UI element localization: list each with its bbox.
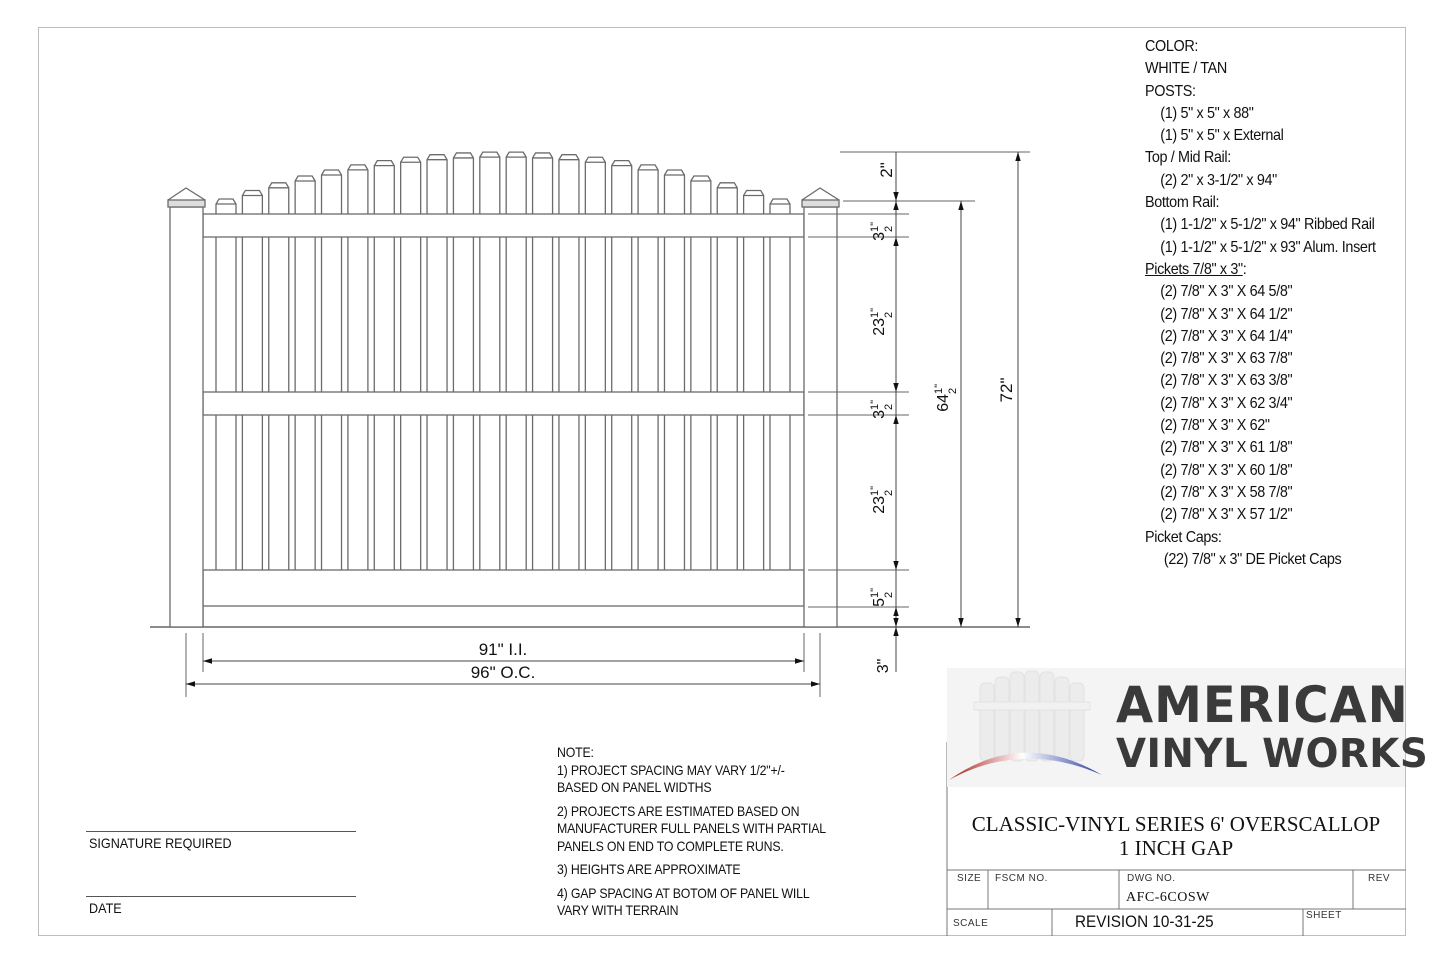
picket-item: (2) 7/8" X 3" X 64 5/8" bbox=[1160, 283, 1293, 301]
rev-label: REV bbox=[1368, 873, 1391, 884]
dim-top-rail bbox=[869, 222, 895, 241]
picket-item: (2) 7/8" X 3" X 57 1/2" bbox=[1160, 506, 1293, 524]
dwg-no-value: AFC-6COSW bbox=[1126, 890, 1210, 905]
svg-text:1": 1" bbox=[869, 485, 881, 496]
svg-text:2: 2 bbox=[883, 489, 895, 496]
svg-text:2: 2 bbox=[883, 311, 895, 318]
dim-ground-gap: 3" bbox=[875, 658, 892, 674]
svg-text:1": 1" bbox=[869, 221, 881, 232]
picket-item: (2) 7/8" X 3" X 63 7/8" bbox=[1160, 350, 1293, 368]
svg-text:23: 23 bbox=[871, 318, 888, 336]
dim-panel-height bbox=[933, 384, 959, 412]
dim-upper-section bbox=[869, 308, 895, 336]
note-2-line-1: 2) PROJECTS ARE ESTIMATED BASED ON bbox=[557, 802, 800, 819]
picket-item: (2) 7/8" X 3" X 60 1/8" bbox=[1160, 461, 1293, 479]
picket-caps-item: (22) 7/8" x 3" DE Picket Caps bbox=[1163, 550, 1342, 568]
picket-caps-label: Picket Caps: bbox=[1145, 528, 1222, 546]
dim-inside-width: 91" I.I. bbox=[478, 640, 528, 659]
logo-line-2: VINYL WORKS bbox=[1116, 731, 1429, 777]
scale-label: SCALE bbox=[953, 918, 989, 929]
bottom-rail-label: Bottom Rail: bbox=[1145, 194, 1220, 212]
note-1-line-1: 1) PROJECT SPACING MAY VARY 1/2"+/- bbox=[557, 761, 785, 778]
top-mid-rail-item: (2) 2" x 3-1/2" x 94" bbox=[1160, 171, 1277, 189]
svg-text:23: 23 bbox=[871, 496, 888, 514]
note-4-line-1: 4) GAP SPACING AT BOTOM OF PANEL WILL bbox=[557, 884, 810, 901]
post-item: (1) 5" x 5" x External bbox=[1160, 127, 1284, 145]
drawing-title-line-2: 1 INCH GAP bbox=[1118, 836, 1234, 860]
note-3: 3) HEIGHTS ARE APPROXIMATE bbox=[557, 861, 741, 877]
svg-text:1": 1" bbox=[869, 307, 881, 318]
note-4-line-2: VARY WITH TERRAIN bbox=[557, 902, 679, 918]
note-2-line-3: PANELS ON END TO COMPLETE RUNS. bbox=[557, 837, 784, 854]
post-item: (1) 5" x 5" x 88" bbox=[1160, 104, 1254, 122]
mid-rail bbox=[203, 392, 804, 415]
svg-text:3: 3 bbox=[871, 410, 888, 419]
picket bbox=[295, 176, 315, 606]
drawing-title-line-1: CLASSIC-VINYL SERIES 6' OVERSCALLOP bbox=[971, 812, 1381, 836]
picket-item: (2) 7/8" X 3" X 64 1/4" bbox=[1160, 327, 1293, 345]
size-label: SIZE bbox=[957, 873, 982, 884]
top-rail bbox=[203, 214, 804, 237]
date-line[interactable] bbox=[86, 896, 356, 897]
dim-mid-rail bbox=[869, 400, 895, 419]
notes bbox=[557, 744, 826, 920]
dim-scallop-rise: 2" bbox=[877, 162, 896, 178]
note-1-line-2: BASED ON PANEL WIDTHS bbox=[557, 779, 712, 795]
svg-text:5: 5 bbox=[871, 598, 888, 607]
picket-item: (2) 7/8" X 3" X 62" bbox=[1160, 417, 1270, 435]
svg-text:64: 64 bbox=[935, 394, 952, 412]
svg-text:2: 2 bbox=[883, 403, 895, 410]
note-2-line-2: MANUFACTURER FULL PANELS WITH PARTIAL bbox=[557, 820, 826, 836]
dim-overall-height: 72" bbox=[997, 377, 1016, 403]
revision-text: REVISION 10-31-25 bbox=[1075, 912, 1214, 931]
bottom-rail bbox=[203, 570, 804, 606]
svg-text:2: 2 bbox=[883, 591, 895, 598]
picket-item: (2) 7/8" X 3" X 62 3/4" bbox=[1160, 394, 1293, 412]
logo-line-1: AMERICAN bbox=[1116, 676, 1409, 734]
svg-text:2: 2 bbox=[883, 225, 895, 232]
bill-of-materials bbox=[1145, 36, 1376, 571]
rails bbox=[203, 214, 804, 627]
svg-text:1": 1" bbox=[869, 587, 881, 598]
sheet-label: SHEET bbox=[1306, 910, 1342, 921]
posts-label: POSTS: bbox=[1145, 82, 1196, 100]
signature-line[interactable] bbox=[86, 831, 356, 832]
picket-item: (2) 7/8" X 3" X 64 1/2" bbox=[1160, 305, 1293, 323]
signature-label: SIGNATURE REQUIRED bbox=[89, 835, 232, 851]
right-post bbox=[802, 188, 839, 627]
dim-on-center-width: 96" O.C. bbox=[470, 663, 536, 682]
svg-text:3: 3 bbox=[871, 232, 888, 241]
dim-bottom-rail bbox=[869, 588, 895, 607]
top-mid-rail-label: Top / Mid Rail: bbox=[1145, 149, 1231, 167]
color-value: WHITE / TAN bbox=[1145, 60, 1227, 78]
picket-item: (2) 7/8" X 3" X 61 1/8" bbox=[1160, 439, 1293, 457]
fscm-label: FSCM NO. bbox=[995, 873, 1048, 884]
svg-text:2: 2 bbox=[947, 387, 959, 394]
dwg-no-label: DWG NO. bbox=[1127, 873, 1176, 884]
svg-text:1": 1" bbox=[869, 399, 881, 410]
date-label: DATE bbox=[89, 900, 122, 916]
dim-lower-section bbox=[869, 486, 895, 514]
bottom-rail-item: (1) 1-1/2" x 5-1/2" x 94" Ribbed Rail bbox=[1160, 216, 1375, 234]
bottom-rail-item: (1) 1-1/2" x 5-1/2" x 93" Alum. Insert bbox=[1160, 238, 1376, 256]
picket-item: (2) 7/8" X 3" X 63 3/8" bbox=[1160, 372, 1293, 390]
pickets-label: Pickets 7/8" x 3": bbox=[1145, 260, 1247, 278]
left-post bbox=[168, 188, 205, 627]
notes-heading: NOTE: bbox=[557, 744, 594, 760]
picket-item: (2) 7/8" X 3" X 58 7/8" bbox=[1160, 483, 1293, 501]
picket bbox=[691, 176, 711, 606]
color-label: COLOR: bbox=[1145, 38, 1199, 55]
svg-text:1": 1" bbox=[933, 383, 945, 394]
